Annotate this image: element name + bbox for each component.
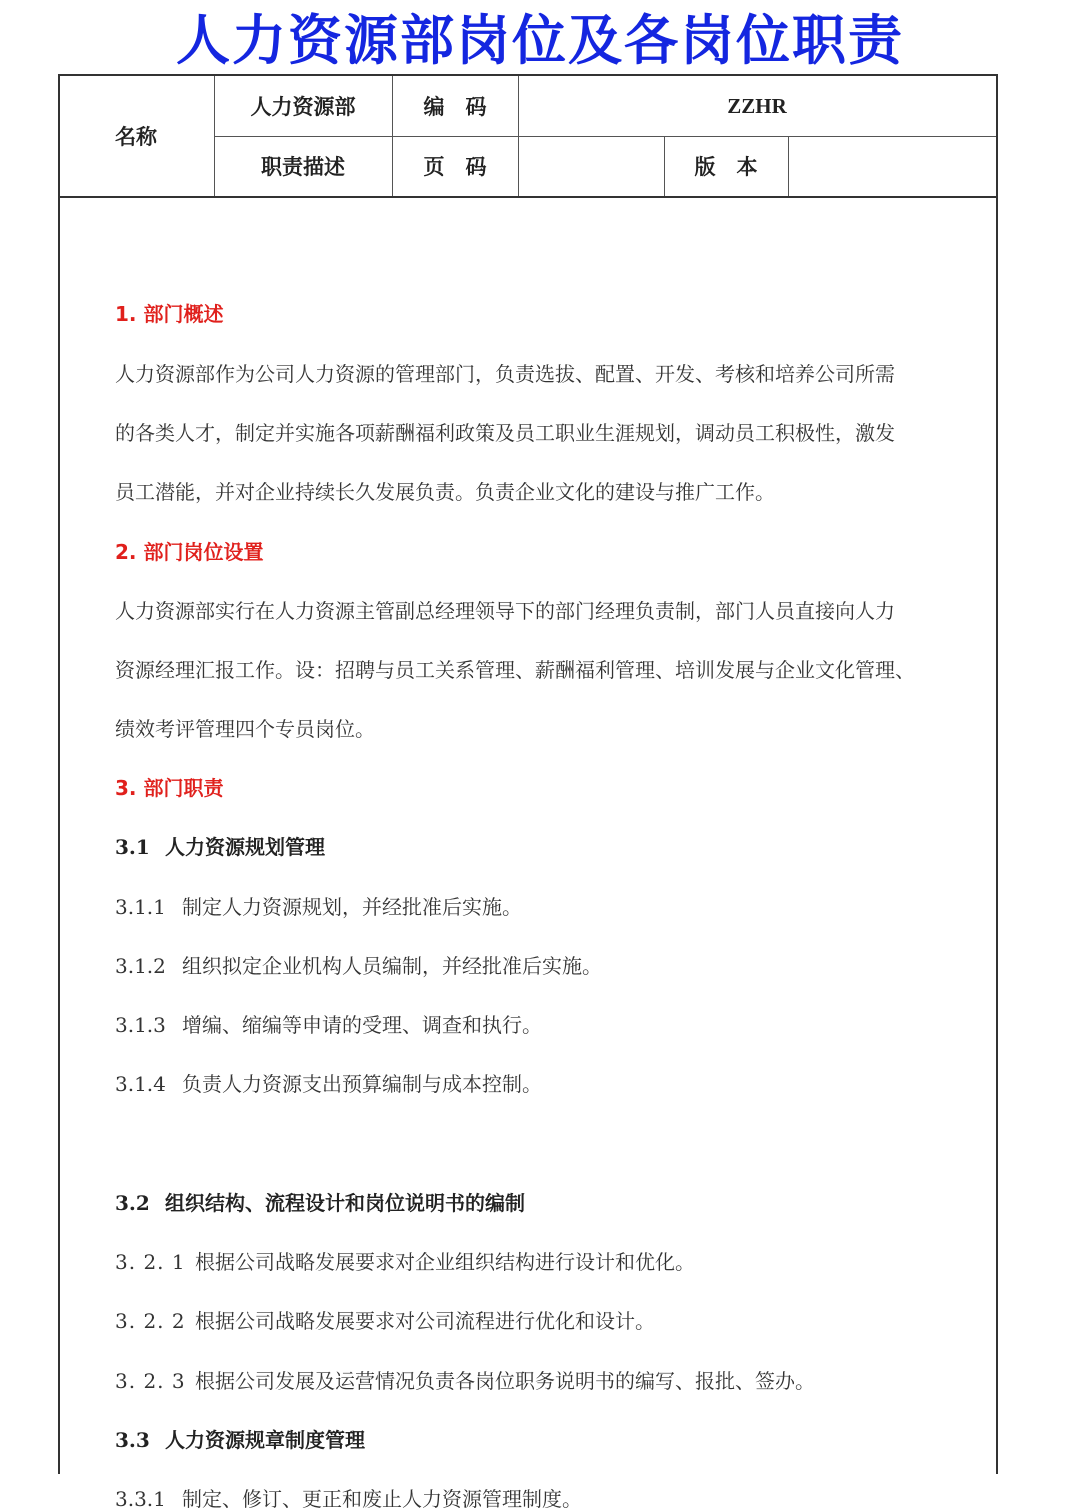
subsection-heading — [115, 1424, 365, 1453]
header-table — [60, 76, 996, 198]
paragraph-line: 人力资源部实行在人力资源主管副总经理领导下的部门经理负责制，部门人员直接向人力 — [115, 599, 895, 623]
item-number: 3.1.3 — [115, 1013, 166, 1037]
version-label: 版 本 — [694, 154, 758, 179]
version-value — [788, 136, 996, 196]
name-label: 名称 — [115, 124, 157, 149]
item-number: 3.1.2 — [115, 954, 166, 978]
item-number: 3.1.4 — [115, 1072, 166, 1096]
item-text: 负责人力资源支出预算编制与成本控制。 — [182, 1072, 542, 1096]
item-number: 3. 2. 3 — [115, 1369, 186, 1393]
section-heading: 3. 部门职责 — [115, 776, 224, 800]
section-heading: 1. 部门概述 — [115, 302, 224, 326]
item-text: 组织拟定企业机构人员编制，并经批准后实施。 — [182, 954, 602, 978]
item-text: 根据公司战略发展要求对公司流程进行优化和设计。 — [195, 1309, 655, 1333]
item-text: 根据公司战略发展要求对企业组织结构进行设计和优化。 — [195, 1250, 695, 1274]
desc-label: 职责描述 — [261, 154, 345, 179]
page-value — [518, 136, 664, 196]
subsection-number: 3.1 — [115, 835, 150, 859]
subsection-title: 人力资源规章制度管理 — [165, 1428, 365, 1452]
code-label: 编 码 — [423, 94, 487, 119]
list-item — [115, 1009, 542, 1038]
list-item — [115, 1483, 582, 1512]
page-label: 页 码 — [423, 154, 487, 179]
item-number: 3. 2. 2 — [115, 1309, 186, 1333]
item-text: 制定人力资源规划，并经批准后实施。 — [182, 895, 522, 919]
section-heading: 2. 部门岗位设置 — [115, 540, 264, 564]
page-title: 人力资源部岗位及各岗位职责 — [176, 9, 904, 72]
list-item — [115, 1305, 655, 1334]
item-number: 3. 2. 1 — [115, 1250, 186, 1274]
subsection-title: 组织结构、流程设计和岗位说明书的编制 — [165, 1191, 525, 1215]
subsection-title: 人力资源规划管理 — [165, 835, 325, 859]
dept-name: 人力资源部 — [250, 94, 356, 119]
item-text: 制定、修订、更正和废止人力资源管理制度。 — [182, 1487, 582, 1511]
subsection-number: 3.3 — [115, 1428, 150, 1452]
paragraph-line: 员工潜能，并对企业持续长久发展负责。负责企业文化的建设与推广工作。 — [115, 480, 775, 504]
code-value: ZZHR — [727, 93, 787, 118]
document-frame — [58, 74, 998, 1511]
item-text: 根据公司发展及运营情况负责各岗位职务说明书的编写、报批、签办。 — [195, 1369, 815, 1393]
list-item — [115, 950, 602, 979]
list-item — [115, 1246, 695, 1275]
item-number: 3.1.1 — [115, 895, 166, 919]
item-number: 3.3.1 — [115, 1487, 166, 1511]
subsection-heading — [115, 831, 325, 860]
paragraph-line: 资源经理汇报工作。设：招聘与员工关系管理、薪酬福利管理、培训发展与企业文化管理、 — [115, 658, 915, 682]
list-item — [115, 891, 522, 920]
item-text: 增编、缩编等申请的受理、调查和执行。 — [182, 1013, 542, 1037]
subsection-number: 3.2 — [115, 1191, 150, 1215]
paragraph-line: 的各类人才，制定并实施各项薪酬福利政策及员工职业生涯规划，调动员工积极性，激发 — [115, 421, 895, 445]
paragraph-line: 绩效考评管理四个专员岗位。 — [115, 717, 375, 741]
list-item — [115, 1365, 815, 1394]
subsection-heading — [115, 1187, 525, 1216]
list-item — [115, 1068, 542, 1097]
paragraph-line: 人力资源部作为公司人力资源的管理部门，负责选拔、配置、开发、考核和培养公司所需 — [115, 362, 895, 386]
